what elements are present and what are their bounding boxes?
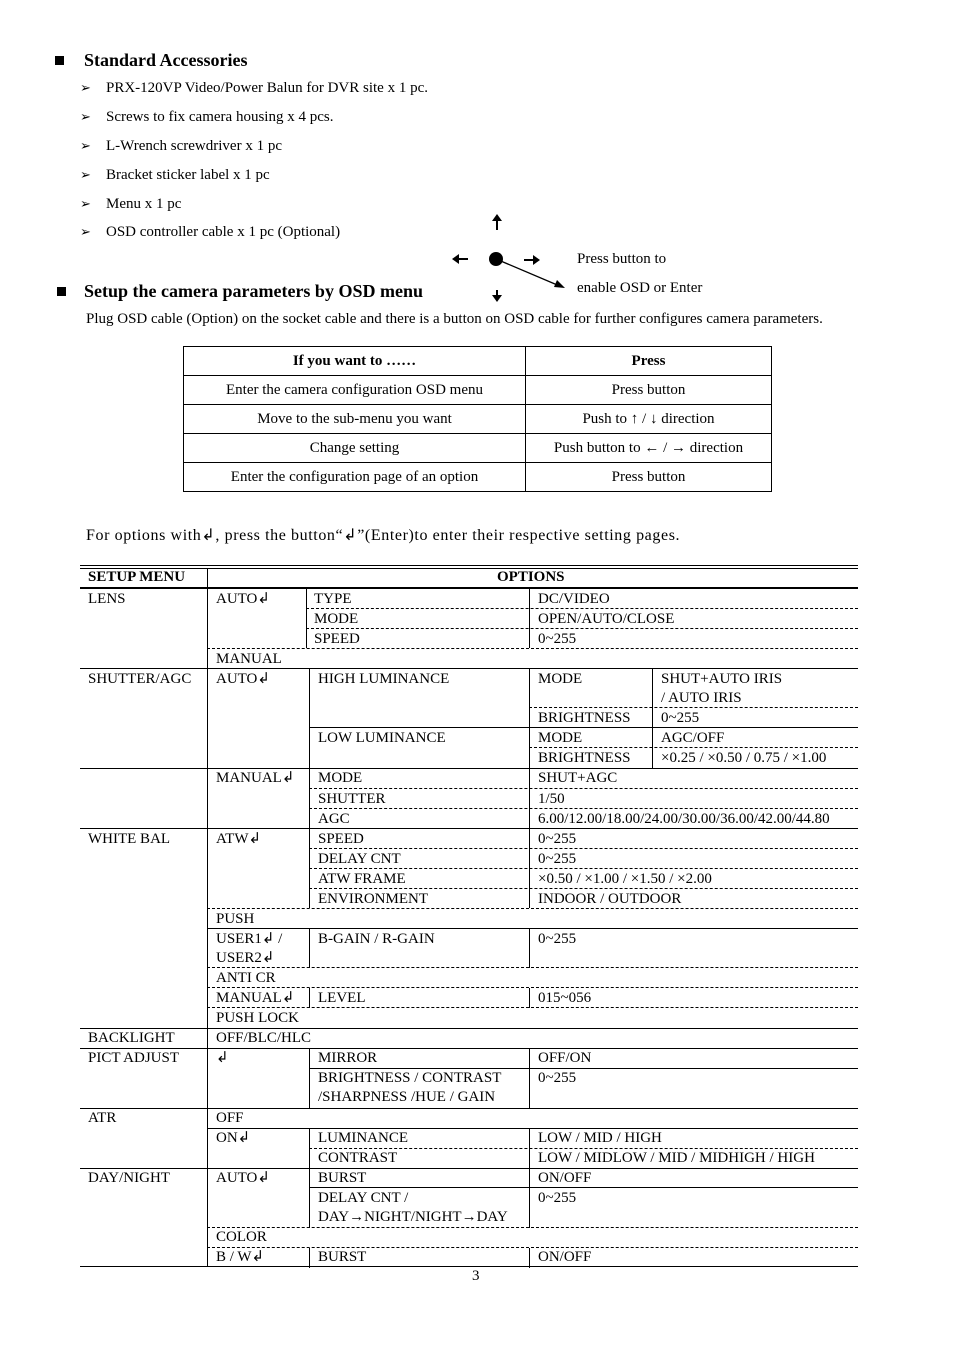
table-cell: DELAY CNT / (318, 1190, 409, 1206)
table-cell: 0~255 (538, 851, 577, 867)
table-cell: DELAY CNT (318, 851, 401, 867)
table-cell: BRIGHTNESS / CONTRAST (318, 1070, 502, 1086)
table-cell: BRIGHTNESS (538, 750, 631, 766)
table-cell: PUSH (216, 911, 255, 927)
table-cell: MODE (318, 770, 363, 786)
table-cell: ON/OFF (538, 1170, 592, 1186)
table-cell: SPEED (314, 631, 360, 647)
table-cell: ATW FRAME (318, 871, 406, 887)
table-cell: TYPE (314, 591, 352, 607)
table-cell: HIGH LUMINANCE (318, 671, 450, 687)
table-cell: LUMINANCE (318, 1130, 408, 1146)
table-cell: 0~255 (538, 631, 577, 647)
header-options: OPTIONS (497, 569, 565, 585)
table-cell: ×0.50 / ×1.00 / ×1.50 / ×2.00 (538, 871, 712, 887)
page-number: 3 (472, 1268, 480, 1284)
table-cell: SPEED (318, 831, 364, 847)
table-cell: Push to ↑ / ↓ direction (526, 405, 772, 434)
table-cell: ↲ (216, 1050, 229, 1066)
table-cell: ANTI CR (216, 970, 276, 986)
table-cell: MODE (538, 730, 583, 746)
table-cell: LOW / MIDLOW / MID / MIDHIGH / HIGH (538, 1150, 815, 1166)
table-cell: DC/VIDEO (538, 591, 610, 607)
table-cell: Enter the configuration page of an option (184, 463, 526, 492)
table-cell: BURST (318, 1170, 367, 1186)
table-cell: Push button to ← / → direction (526, 434, 772, 463)
osd-heading: Setup the camera parameters by OSD menu (84, 281, 423, 301)
table-cell: AGC (318, 811, 350, 827)
table-cell: Move to the sub-menu you want (184, 405, 526, 434)
table-cell: ATW↲ (216, 831, 262, 847)
table-cell: PICT ADJUST (88, 1050, 179, 1066)
table-cell: 6.00/12.00/18.00/24.00/30.00/36.00/42.00/44.80 (538, 811, 830, 827)
table-cell: MANUAL↲ (216, 770, 295, 786)
table-cell: 0~255 (661, 710, 700, 726)
header-cell: If you want to …… (184, 347, 526, 376)
list-item: ➢ OSD controller cable x 1 pc (Optional) (80, 224, 341, 240)
table-cell: LOW / MID / HIGH (538, 1130, 662, 1146)
arrow-bullet-icon: ➢ (80, 168, 91, 183)
table-cell: USER1↲ / (216, 931, 283, 947)
arrow-bullet-icon: ➢ (80, 197, 91, 212)
table-cell: 015~056 (538, 990, 592, 1006)
table-cell: LOW LUMINANCE (318, 730, 446, 746)
table-cell: SHUTTER/AGC (88, 671, 192, 687)
table-cell: OFF (216, 1110, 244, 1126)
table-cell: BURST (318, 1249, 367, 1265)
table-cell: USER2↲ (216, 950, 275, 966)
table-cell: BRIGHTNESS (538, 710, 631, 726)
table-cell: AGC/OFF (661, 730, 725, 746)
table-cell: ×0.25 / ×0.50 / 0.75 / ×1.00 (661, 750, 827, 766)
table-cell: Enter the camera configuration OSD menu (184, 376, 526, 405)
osd-description: Plug OSD cable (Option) on the socket cable and there is a button on OSD cable for further configures camera parameters. (86, 311, 823, 327)
table-cell: WHITE BAL (88, 831, 171, 847)
table-cell: B-GAIN / R-GAIN (318, 931, 435, 947)
table-cell: ATR (88, 1110, 117, 1126)
table-cell: ON↲ (216, 1130, 251, 1146)
table-cell: MODE (538, 671, 583, 687)
table-cell: /SHARPNESS /HUE / GAIN (318, 1089, 496, 1105)
table-cell: MANUAL (216, 651, 282, 667)
diagram-label-line1: Press button to (577, 251, 667, 267)
table-cell: DAY/NIGHT (88, 1170, 170, 1186)
table-cell: COLOR (216, 1229, 267, 1245)
arrow-bullet-icon: ➢ (80, 139, 91, 154)
table-cell: PUSH LOCK (216, 1010, 299, 1026)
table-cell: SHUT+AGC (538, 770, 618, 786)
table-cell: MODE (314, 611, 359, 627)
accessories-heading: Standard Accessories (84, 50, 248, 70)
table-cell: MANUAL↲ (216, 990, 295, 1006)
table-cell: AUTO↲ (216, 671, 270, 687)
list-item: ➢ PRX-120VP Video/Power Balun for DVR site x 1 pc. (80, 80, 429, 96)
table-cell: 0~255 (538, 831, 577, 847)
list-item: ➢ Bracket sticker label x 1 pc (80, 167, 270, 183)
table-cell: Press button (526, 376, 772, 405)
options-note: For options with↲, press the button“↲”(Enter)to enter their respective setting pages. (86, 527, 681, 544)
list-item: ➢ Menu x 1 pc (80, 196, 182, 212)
diagram-label-line2: enable OSD or Enter (577, 280, 703, 296)
table-cell: INDOOR / OUTDOOR (538, 891, 682, 907)
table-cell: DAY→NIGHT/NIGHT→DAY (318, 1209, 508, 1225)
table-cell: OFF/ON (538, 1050, 592, 1066)
arrow-bullet-icon: ➢ (80, 110, 91, 125)
table-cell: LEVEL (318, 990, 366, 1006)
table-cell: ON/OFF (538, 1249, 592, 1265)
table-cell: OPEN/AUTO/CLOSE (538, 611, 675, 627)
table-cell: ENVIRONMENT (318, 891, 428, 907)
list-item: ➢ Screws to fix camera housing x 4 pcs. (80, 109, 334, 125)
table-cell: / AUTO IRIS (661, 690, 742, 706)
table-cell: 0~255 (538, 1070, 577, 1086)
table-cell: 0~255 (538, 931, 577, 947)
table-cell: 1/50 (538, 791, 565, 807)
list-item: ➢ L-Wrench screwdriver x 1 pc (80, 138, 282, 154)
table-cell: 0~255 (538, 1190, 577, 1206)
table-cell: CONTRAST (318, 1150, 398, 1166)
table-cell: BACKLIGHT (88, 1030, 175, 1046)
table-cell: AUTO↲ (216, 1170, 270, 1186)
arrow-bullet-icon: ➢ (80, 225, 91, 240)
table-cell: SHUT+AUTO IRIS (661, 671, 783, 687)
table-cell: MIRROR (318, 1050, 378, 1066)
header-cell: Press (526, 347, 772, 376)
table-cell: LENS (88, 591, 126, 607)
arrow-bullet-icon: ➢ (80, 81, 91, 96)
table-cell: AUTO↲ (216, 591, 270, 607)
table-cell: Change setting (184, 434, 526, 463)
table-cell: B / W↲ (216, 1249, 265, 1265)
table-cell: Press button (526, 463, 772, 492)
header-setup-menu: SETUP MENU (88, 569, 186, 585)
table-cell: OFF/BLC/HLC (216, 1030, 312, 1046)
table-cell: SHUTTER (318, 791, 386, 807)
